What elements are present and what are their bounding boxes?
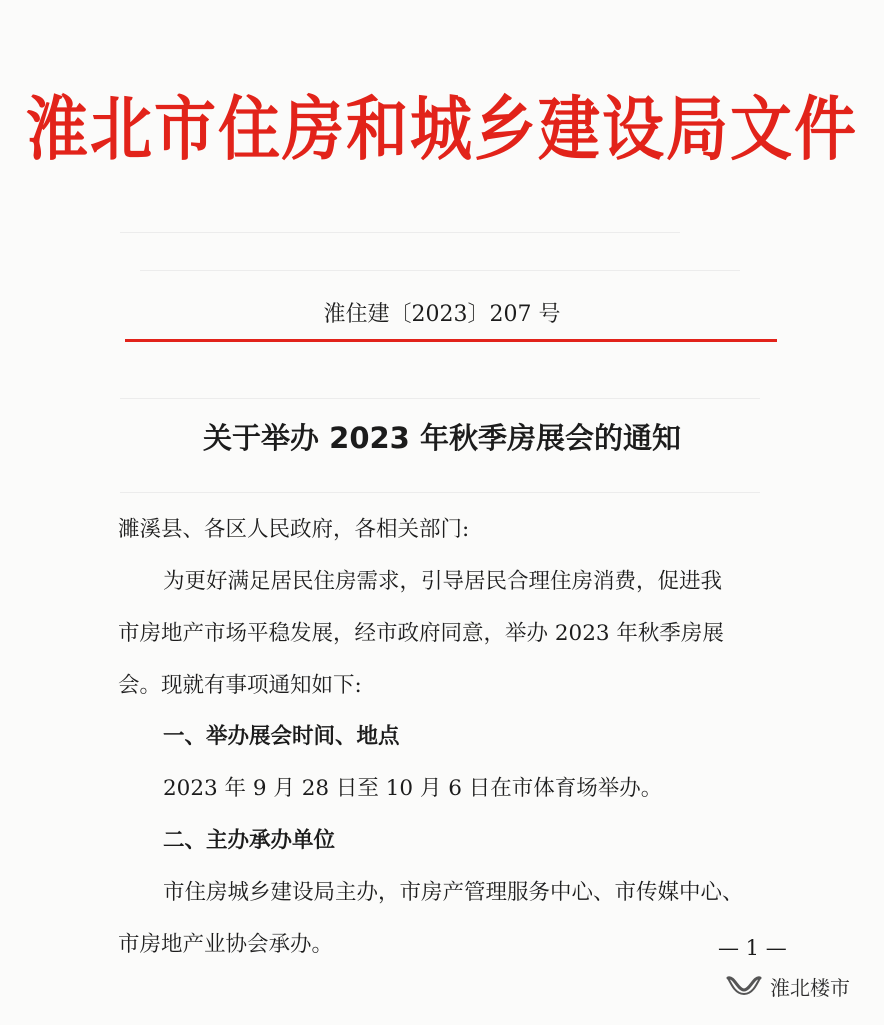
intro-line: 市房地产市场平稳发展，经市政府同意，举办 2023 年秋季房展 — [118, 621, 724, 646]
section-line: 市住房城乡建设局主办，市房产管理服务中心、市传媒中心、 — [163, 880, 744, 905]
org-header-title: 淮北市住房和城乡建设局文件 — [25, 88, 858, 171]
section-line: 市房地产业协会承办。 — [118, 932, 334, 957]
page-number: — 1 — — [718, 936, 787, 960]
scan-line — [120, 232, 680, 233]
intro-line: 为更好满足居民住房需求，引导居民合理住房消费，促进我 — [163, 569, 723, 594]
wechat-channel-icon — [724, 972, 764, 1000]
scan-line — [140, 270, 740, 271]
watermark — [724, 972, 850, 1000]
notice-title: 关于举办 2023 年秋季房展会的通知 — [203, 421, 681, 455]
scan-line — [120, 492, 760, 493]
addressee: 濉溪县、各区人民政府，各相关部门: — [118, 517, 470, 542]
scan-line — [120, 398, 760, 399]
red-separator-rule — [125, 339, 777, 342]
watermark-text: 淮北楼市 — [770, 975, 850, 1000]
intro-line: 会。现就有事项通知如下: — [118, 673, 362, 698]
document-number: 淮住建〔2023〕207 号 — [323, 302, 561, 327]
section-line: 2023 年 9 月 28 日至 10 月 6 日在市体育场举办。 — [163, 776, 663, 801]
section-heading: 一、举办展会时间、地点 — [163, 724, 400, 749]
section-heading: 二、主办承办单位 — [163, 828, 336, 853]
